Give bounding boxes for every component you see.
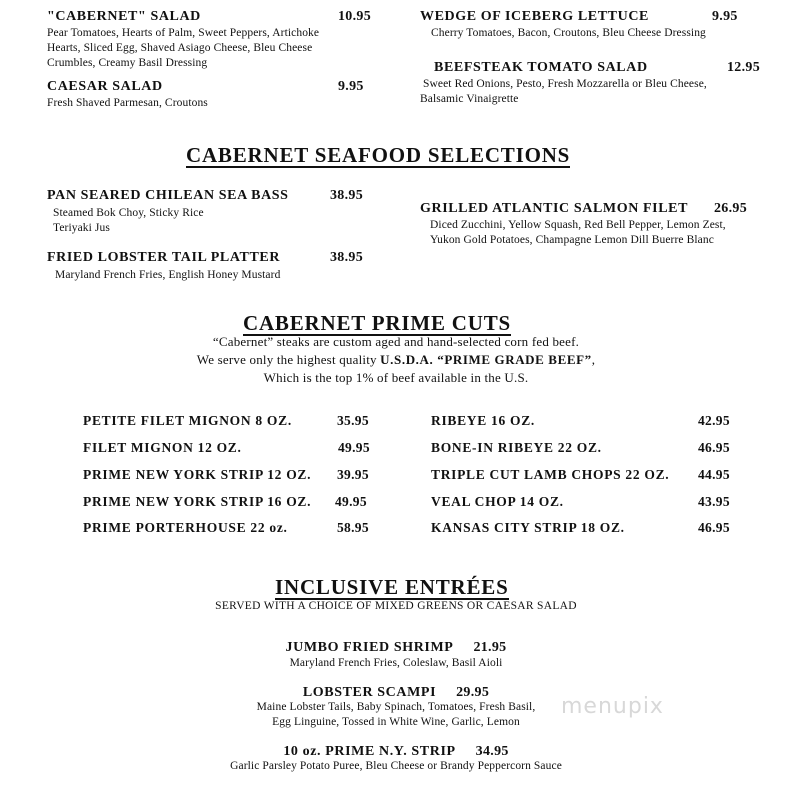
menupix-watermark: menupix (561, 694, 664, 719)
menu-item-price: 49.95 (335, 494, 367, 509)
menu-item-price: 44.95 (698, 467, 730, 482)
menu-item-price: 46.95 (698, 440, 730, 455)
menu-item-description: Crumbles, Creamy Basil Dressing (47, 57, 208, 69)
menu-item-name: PRIME NEW YORK STRIP 12 OZ. (83, 467, 312, 482)
menu-item-name: CAESAR SALAD (47, 79, 163, 94)
menu-item-name: WEDGE OF ICEBERG LETTUCE (420, 9, 649, 24)
menu-item-description: Yukon Gold Potatoes, Champagne Lemon Dill Buerre Blanc (430, 234, 714, 246)
section-subtitle: SERVED WITH A CHOICE OF MIXED GREENS OR CAESAR SALAD (215, 600, 577, 612)
menu-item-price: 38.95 (330, 188, 363, 203)
menu-item-description: Teriyaki Jus (53, 222, 110, 234)
menu-item-price: 34.95 (475, 744, 509, 759)
menu-item (0, 742, 792, 760)
menu-item-description: Steamed Bok Choy, Sticky Rice (53, 207, 204, 219)
menu-item-price: 26.95 (714, 201, 747, 216)
menu-item-price: 58.95 (337, 520, 369, 535)
menu-item-name: FILET MIGNON 12 OZ. (83, 440, 242, 455)
menu-item-description: Diced Zucchini, Yellow Squash, Red Bell Pepper, Lemon Zest, (430, 219, 726, 231)
menu-item-name: JUMBO FRIED SHRIMP (285, 640, 454, 655)
menu-item-price: 35.95 (337, 413, 369, 428)
menu-item-price: 9.95 (338, 79, 364, 94)
menu-item-name: PRIME PORTERHOUSE 22 oz. (83, 520, 288, 535)
menu-item-description: Maryland French Fries, English Honey Mustard (55, 269, 281, 281)
menu-item-description: Maine Lobster Tails, Baby Spinach, Tomatoes, Fresh Basil, (256, 701, 536, 713)
menu-item-name: "CABERNET" SALAD (47, 9, 201, 24)
menu-item-price: 12.95 (727, 60, 760, 75)
menu-item-price: 21.95 (473, 640, 507, 655)
section-title: INCLUSIVE ENTRÉES (275, 575, 509, 599)
menu-item-name: TRIPLE CUT LAMB CHOPS 22 OZ. (431, 467, 670, 482)
menu-item-price: 46.95 (698, 520, 730, 535)
menu-item-name: GRILLED ATLANTIC SALMON FILET (420, 201, 689, 216)
menu-item (0, 683, 792, 701)
menu-item-price: 49.95 (338, 440, 370, 455)
menu-item-name: FRIED LOBSTER TAIL PLATTER (47, 250, 281, 265)
menu-item (0, 638, 792, 656)
prime-cuts-intro-line-2 (0, 352, 792, 368)
menu-item-name: PRIME NEW YORK STRIP 16 OZ. (83, 494, 312, 509)
menu-item-name: 10 oz. PRIME N.Y. STRIP (283, 744, 456, 759)
menu-item-description: Maryland French Fries, Coleslaw, Basil Aioli (289, 657, 503, 669)
intro-text: We serve only the highest quality (196, 352, 381, 367)
prime-cuts-intro-line-1: “Cabernet” steaks are custom aged and hand-selected corn fed beef. (212, 334, 580, 349)
menu-item-description: Egg Linguine, Tossed in White Wine, Garlic, Lemon (272, 716, 520, 728)
menu-item-description: Balsamic Vinaigrette (420, 93, 519, 105)
menu-item-price: 9.95 (712, 9, 738, 24)
menu-item-description: Sweet Red Onions, Pesto, Fresh Mozzarella or Bleu Cheese, (423, 78, 707, 90)
intro-punct: , (591, 352, 596, 367)
menu-item-name: PAN SEARED CHILEAN SEA BASS (47, 188, 289, 203)
menu-item-name: BONE-IN RIBEYE 22 OZ. (431, 440, 602, 455)
menu-item-name: VEAL CHOP 14 OZ. (431, 494, 564, 509)
menu-item-name: RIBEYE 16 OZ. (431, 413, 535, 428)
menu-item-name: LOBSTER SCAMPI (302, 685, 437, 700)
menu-item-price: 10.95 (338, 9, 371, 24)
menu-item-price: 38.95 (330, 250, 363, 265)
prime-cuts-intro-line-3: Which is the top 1% of beef available in the U.S. (263, 370, 529, 385)
section-title: CABERNET SEAFOOD SELECTIONS (186, 143, 571, 167)
section-title: CABERNET PRIME CUTS (243, 311, 512, 335)
menu-item-description: Garlic Parsley Potato Puree, Bleu Cheese or Brandy Peppercorn Sauce (230, 760, 562, 772)
menu-item-price: 29.95 (456, 685, 490, 700)
menu-item-name: PETITE FILET MIGNON 8 OZ. (83, 413, 292, 428)
menu-item-price: 42.95 (698, 413, 730, 428)
menu-item-name: BEEFSTEAK TOMATO SALAD (434, 60, 648, 75)
menu-item-description: Hearts, Sliced Egg, Shaved Asiago Cheese, Bleu Cheese (47, 42, 313, 54)
menu-item-description: Cherry Tomatoes, Bacon, Croutons, Bleu Cheese Dressing (431, 27, 706, 39)
menu-item-description: Pear Tomatoes, Hearts of Palm, Sweet Peppers, Artichoke (47, 27, 320, 39)
menu-item-price: 39.95 (337, 467, 369, 482)
menu-item-description: Fresh Shaved Parmesan, Croutons (47, 97, 208, 109)
usda-prime-text: U.S.D.A. “PRIME GRADE BEEF” (380, 352, 592, 367)
menu-item-name: KANSAS CITY STRIP 18 OZ. (431, 520, 625, 535)
menu-item-price: 43.95 (698, 494, 730, 509)
